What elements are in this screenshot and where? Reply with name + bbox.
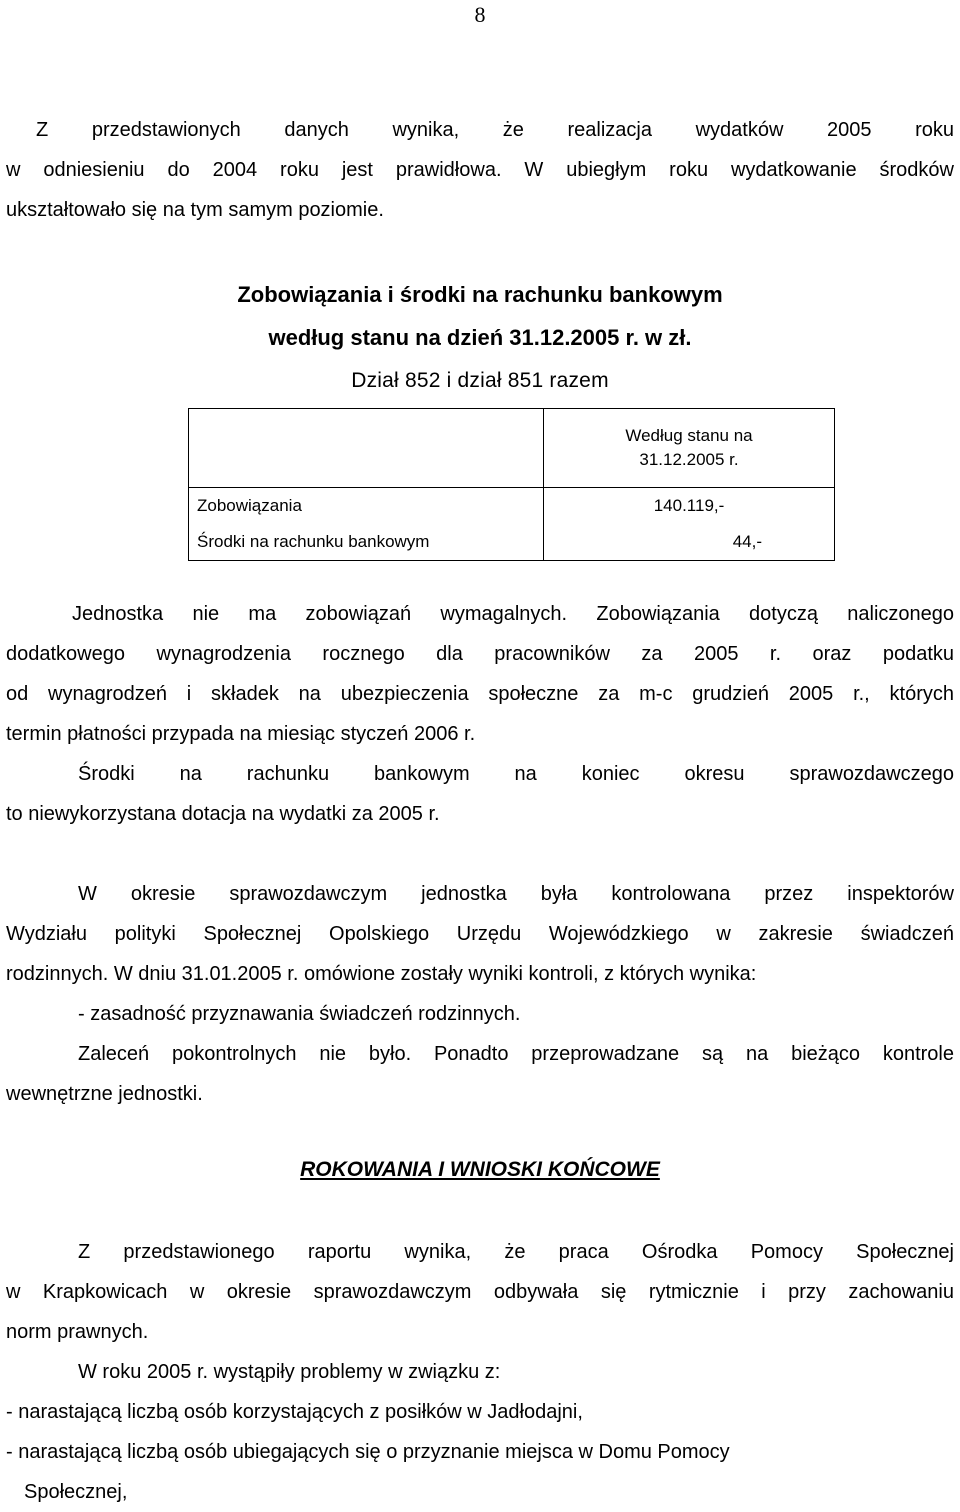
text-line: ukształtowało się na tym samym poziomie. [6, 199, 384, 221]
text-line: Jednostka nie ma zobowiązań wymagalnych. Zobowiązania dotyczą naliczonego [72, 603, 954, 625]
table-row-value: 140.119,- [544, 488, 835, 525]
text-line: rodzinnych. W dniu 31.01.2005 r. omówione zostały wyniki kontroli, z których wynika: [6, 963, 757, 985]
text-line: w odniesieniu do 2004 roku jest prawidłowa. W ubiegłym roku wydatkowanie środków [6, 159, 954, 181]
header-line: Według stanu na [625, 426, 753, 445]
text-line: Z przedstawionego raportu wynika, że praca Ośrodka Pomocy Społecznej [78, 1241, 954, 1263]
header-line: 31.12.2005 r. [639, 450, 739, 469]
text-line: W roku 2005 r. wystąpiły problemy w związku z: [78, 1361, 501, 1383]
section-title: ROKOWANIA I WNIOSKI KOŃCOWE [300, 1158, 660, 1181]
text-line: norm prawnych. [6, 1321, 149, 1343]
balance-table [188, 408, 835, 561]
list-item-continuation: Społecznej, [24, 1481, 128, 1503]
text-line: W okresie sprawozdawczym jednostka była kontrolowana przez inspektorów [78, 883, 954, 905]
table-row [189, 524, 835, 561]
table-header-cell [544, 409, 835, 488]
text-line: od wynagrodzeń i składek na ubezpieczenia społeczne za m-c grudzień 2005 r., których [6, 683, 954, 705]
text-line: dodatkowego wynagrodzenia rocznego dla pracowników za 2005 r. oraz podatku [6, 643, 954, 665]
conclusions-paragraph [6, 1232, 954, 1512]
text-line: Zaleceń pokontrolnych nie było. Ponadto przeprowadzane są na bieżąco kontrole [78, 1043, 954, 1065]
table-row-label: Zobowiązania [189, 488, 544, 525]
table-row [189, 488, 835, 525]
text-line: Środki na rachunku bankowym na koniec okresu sprawozdawczego [78, 763, 954, 785]
list-item: - narastającą liczbą osób korzystających z posiłków w Jadłodajni, [6, 1401, 583, 1423]
text-line: w Krapkowicach w okresie sprawozdawczym odbywała się rytmicznie i przy zachowaniu [6, 1281, 954, 1303]
table-heading-line-1: Zobowiązania i środki na rachunku bankowym [237, 282, 723, 307]
text-line: Wydziału polityki Społecznej Opolskiego Urzędu Wojewódzkiego w zakresie świadczeń [6, 923, 954, 945]
intro-paragraph [6, 110, 954, 230]
list-item: - narastającą liczbą osób ubiegających się o przyznanie miejsca w Domu Pomocy [6, 1441, 730, 1463]
table-row-value: 44,- [544, 524, 835, 561]
table-header-row [189, 409, 835, 488]
text-line: termin płatności przypada na miesiąc styczeń 2006 r. [6, 723, 476, 745]
table-heading-line-3: Dział 852 i dział 851 razem [351, 369, 609, 392]
text-line: wewnętrzne jednostki. [6, 1083, 203, 1105]
text-line: Z przedstawionych danych wynika, że realizacja wydatków 2005 roku [36, 119, 954, 141]
control-paragraph [6, 874, 954, 1114]
text-line: - zasadność przyznawania świadczeń rodzinnych. [78, 1003, 521, 1025]
table-cell-empty [189, 409, 544, 488]
page-number: 8 [474, 2, 486, 27]
table-row-label: Środki na rachunku bankowym [189, 524, 544, 561]
notes-paragraph [6, 594, 954, 834]
text-line: to niewykorzystana dotacja na wydatki za 2005 r. [6, 803, 440, 825]
table-heading-line-2: według stanu na dzień 31.12.2005 r. w zł. [268, 325, 692, 350]
